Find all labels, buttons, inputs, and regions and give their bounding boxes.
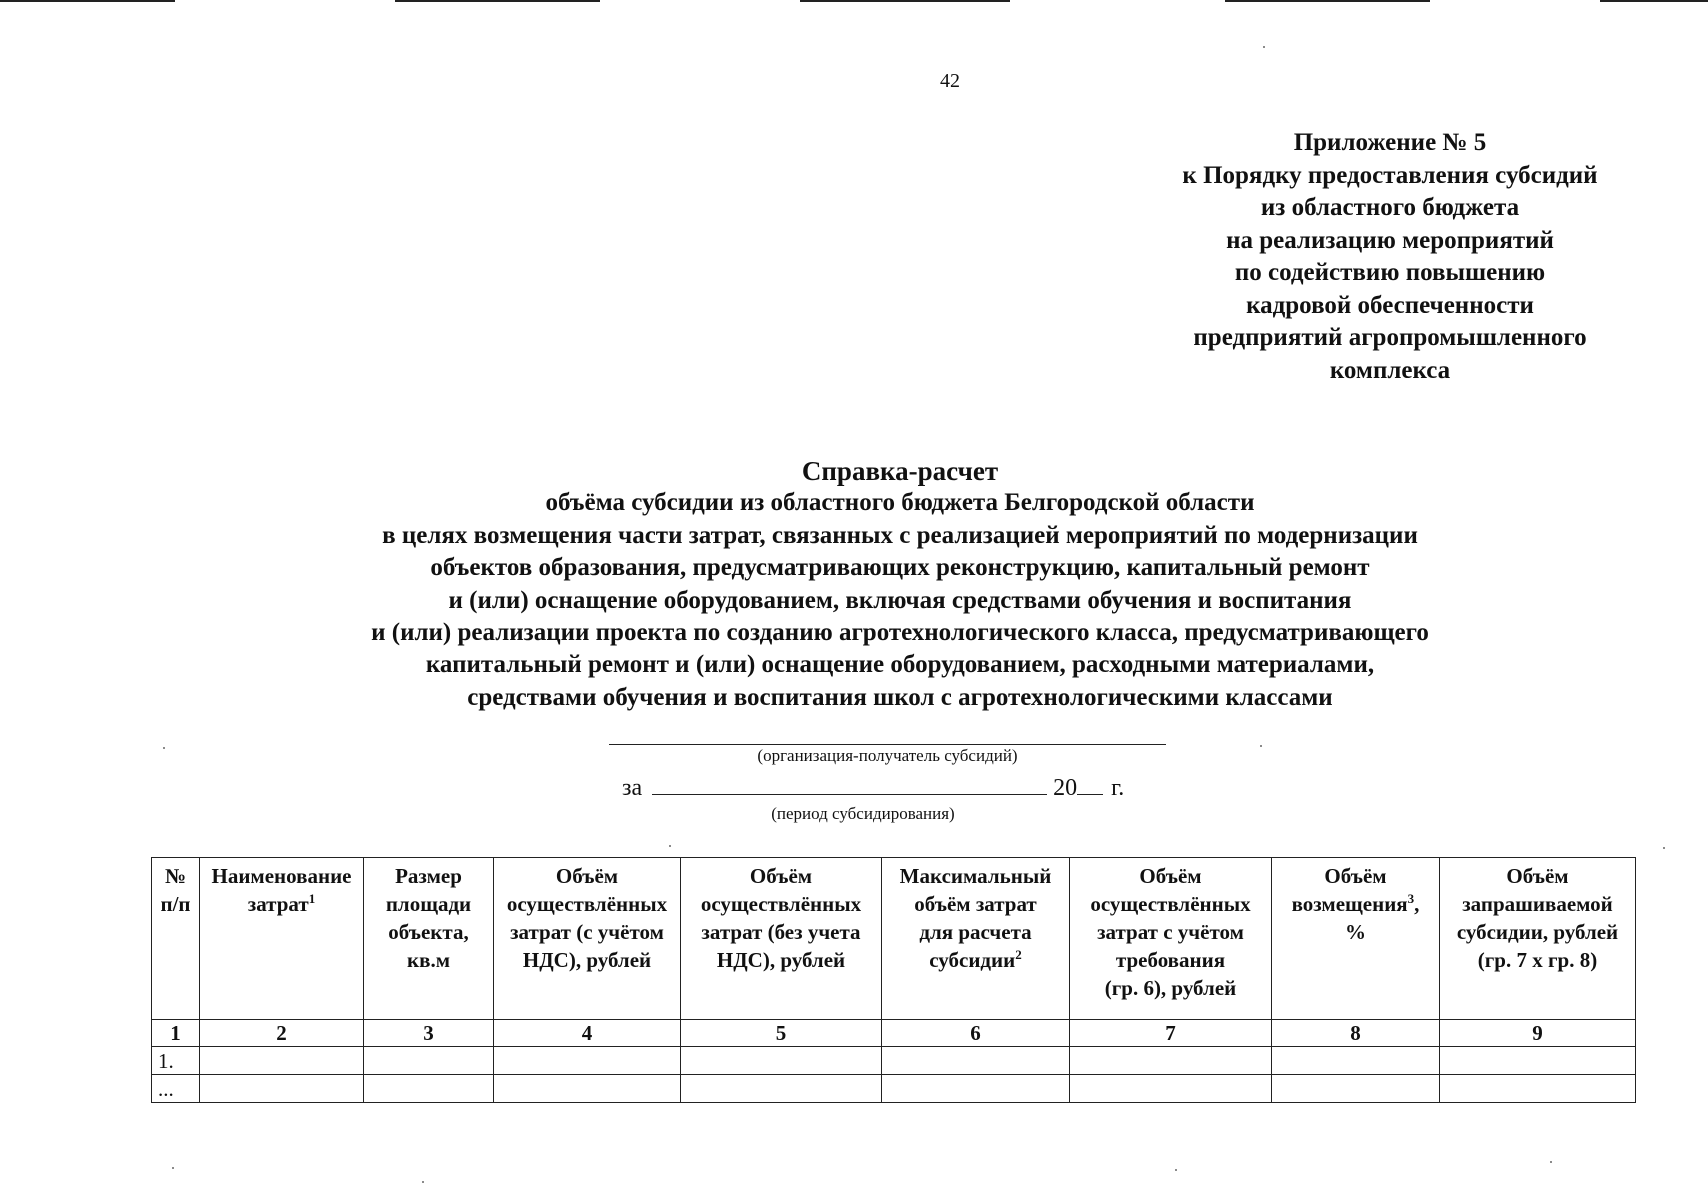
scan-speck <box>1263 46 1265 48</box>
scan-speck <box>422 1181 424 1183</box>
header-cell-reimbursement-percent: Объём возмещения$^3$, % <box>1272 858 1440 1020</box>
page-number: 42 <box>940 70 960 92</box>
header-cell-max-costs: Максимальный объём затрат для расчета субсидии$^2$ <box>882 858 1070 1020</box>
scan-edge-mark <box>395 0 600 2</box>
document-title-line: капитальный ремонт и (или) оснащение оборудованием, расходными материалами, <box>425 651 1375 679</box>
period-prefix: за <box>622 775 643 801</box>
table-cell[interactable] <box>364 1047 494 1075</box>
column-number-cell: 4 <box>494 1020 681 1047</box>
document-title-line: средствами обучения и воспитания школ с агротехнологическими классами <box>467 683 1333 711</box>
table-cell[interactable]: ... <box>152 1075 200 1103</box>
appendix-line: по содействию повышению <box>1234 259 1546 286</box>
column-number-cell: 1 <box>152 1020 200 1047</box>
header-cell-requested-subsidy: Объём запрашиваемой субсидии, рублей (гр. 7 х гр. 8) <box>1440 858 1636 1020</box>
scan-speck <box>1175 1169 1177 1171</box>
scan-edge-mark <box>0 0 175 2</box>
year-blank-line[interactable] <box>1077 774 1103 795</box>
table-cell[interactable] <box>494 1075 681 1103</box>
header-cell-costs-without-vat: Объём осуществлённых затрат (без учета НДС), рублей <box>681 858 882 1020</box>
header-cell-area: Размер площади объекта, кв.м <box>364 858 494 1020</box>
table-cell[interactable] <box>882 1047 1070 1075</box>
appendix-title: Приложение № 5 <box>1293 129 1487 156</box>
appendix-block <box>1150 127 1630 387</box>
table-cell[interactable] <box>200 1047 364 1075</box>
scan-speck <box>1663 847 1665 849</box>
footnote-marker: 1 <box>308 891 316 906</box>
table-cell[interactable] <box>1440 1075 1636 1103</box>
document-title-line: объёма субсидии из областного бюджета Белгородской области <box>545 489 1255 517</box>
year-prefix: 20 <box>1053 775 1078 801</box>
column-number-cell: 9 <box>1440 1020 1636 1047</box>
footnote-marker: 3 <box>1407 891 1415 906</box>
scan-speck <box>172 1167 174 1169</box>
scan-speck <box>669 845 671 847</box>
appendix-line: из областного бюджета <box>1260 194 1520 221</box>
appendix-line: на реализацию мероприятий <box>1226 226 1554 254</box>
year-suffix: г. <box>1111 775 1125 801</box>
header-cell-costs-with-vat: Объём осуществлённых затрат (с учётом НДС), рублей <box>494 858 681 1020</box>
table-cell[interactable] <box>1272 1075 1440 1103</box>
calculation-table <box>151 857 1636 1103</box>
column-number-cell: 8 <box>1272 1020 1440 1047</box>
period-blank-line[interactable] <box>652 774 1047 795</box>
column-number-row <box>152 1020 1636 1047</box>
document-title-line: в целях возмещения части затрат, связанных с реализацией мероприятий по модернизации <box>382 521 1418 549</box>
period-row <box>622 774 1124 802</box>
scan-edge-mark <box>800 0 1010 2</box>
appendix-line: кадровой обеспеченности <box>1246 291 1534 319</box>
header-cell-cost-name: Наименование затрат$^1$ <box>200 858 364 1020</box>
table-cell[interactable] <box>1272 1047 1440 1075</box>
document-title-line: объектов образования, предусматривающих реконструкцию, капитальный ремонт <box>430 554 1370 582</box>
document-title-line: и (или) оснащение оборудованием, включая средствами обучения и воспитания <box>448 586 1352 614</box>
period-caption: (период субсидирования) <box>771 804 955 823</box>
scan-speck <box>1550 1161 1552 1163</box>
appendix-line: к Порядку предоставления субсидий <box>1182 161 1598 189</box>
table-cell[interactable]: 1. <box>152 1047 200 1075</box>
header-cell-number: № п/п <box>152 858 200 1020</box>
scan-edge-mark <box>1600 0 1708 2</box>
document-title <box>170 455 1630 714</box>
column-number-cell: 7 <box>1070 1020 1272 1047</box>
organization-blank-line[interactable] <box>609 744 1166 745</box>
table-cell[interactable] <box>364 1075 494 1103</box>
document-title-line: и (или) реализации проекта по созданию агротехнологического класса, предусматривающего <box>371 619 1429 647</box>
table-cell[interactable] <box>1440 1047 1636 1075</box>
table-cell[interactable] <box>1070 1075 1272 1103</box>
table-row <box>152 1047 1636 1075</box>
table-cell[interactable] <box>882 1075 1070 1103</box>
table-row <box>152 1075 1636 1103</box>
scan-speck <box>163 747 165 749</box>
header-cell-costs-with-requirement: Объём осуществлённых затрат с учётом требования (гр. 6), рублей <box>1070 858 1272 1020</box>
column-number-cell: 6 <box>882 1020 1070 1047</box>
appendix-line: комплекса <box>1329 356 1451 384</box>
scan-speck <box>1260 745 1262 747</box>
column-number-cell: 2 <box>200 1020 364 1047</box>
column-number-cell: 3 <box>364 1020 494 1047</box>
organization-caption: (организация-получатель субсидий) <box>757 746 1018 765</box>
column-number-cell: 5 <box>681 1020 882 1047</box>
appendix-line: предприятий агропромышленного <box>1193 324 1587 351</box>
document-title-main: Справка-расчет <box>801 456 999 486</box>
footnote-marker: 2 <box>1015 947 1022 962</box>
scan-edge-mark <box>1225 0 1430 2</box>
table-cell[interactable] <box>681 1047 882 1075</box>
table-cell[interactable] <box>681 1075 882 1103</box>
table-header-row <box>152 858 1636 1020</box>
table-cell[interactable] <box>1070 1047 1272 1075</box>
table-cell[interactable] <box>494 1047 681 1075</box>
table-cell[interactable] <box>200 1075 364 1103</box>
